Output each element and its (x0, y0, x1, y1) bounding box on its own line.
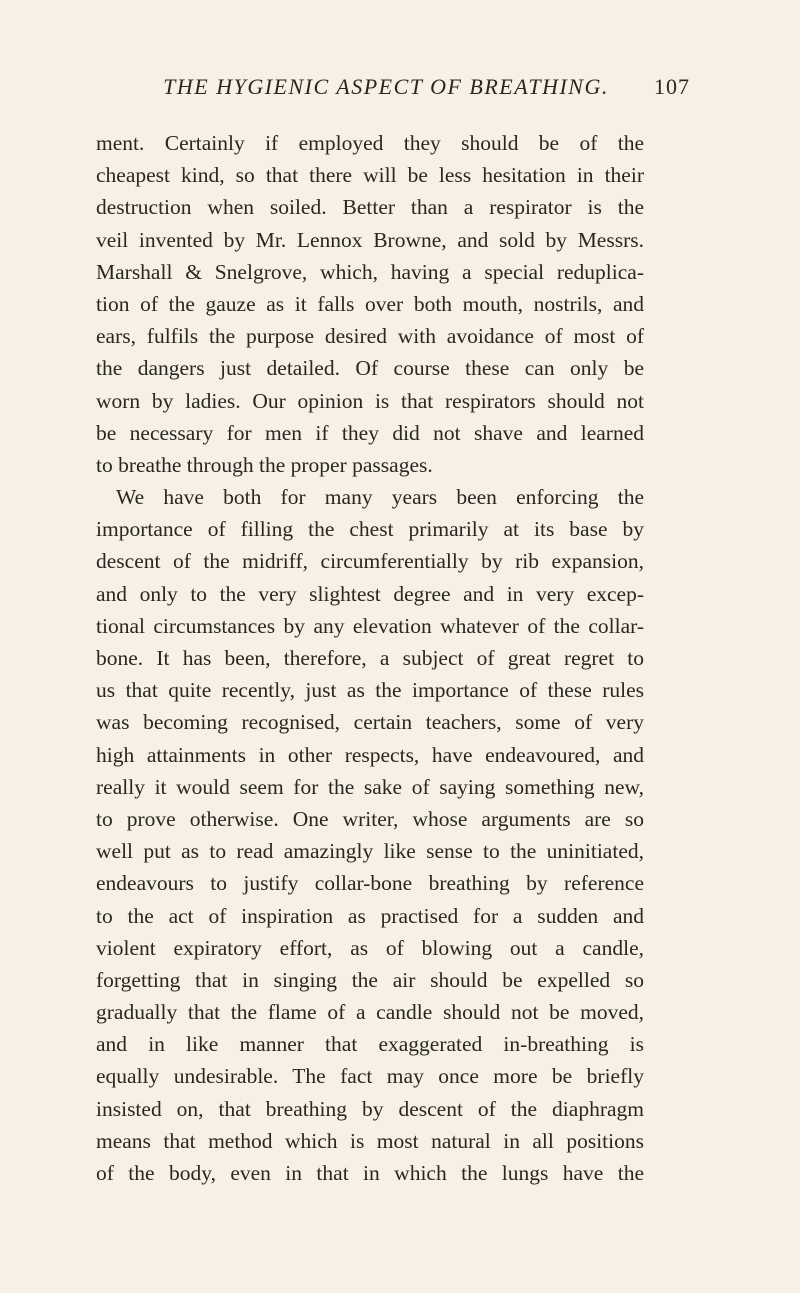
text-line: bone. It has been, therefore, a subject of great regret to (96, 646, 644, 670)
paragraph-last-line: to breathe through the proper passages. (96, 452, 433, 477)
text-line: tion of the gauze as it falls over both mouth, nostrils, and (96, 291, 644, 316)
text-line: high attainments in other respects, have endeavoured, and (96, 742, 644, 767)
text-line: equally undesirable. The fact may once more be briefly (96, 1064, 644, 1089)
text-line: really it would seem for the sake of saying something new, (96, 774, 644, 799)
text-line: and only to the very slightest degree and in very excep- (96, 581, 644, 606)
text-line: destruction when soiled. Better than a respirator is the (96, 195, 644, 220)
text-line: and in like manner that exaggerated in-breathing is (96, 1032, 644, 1057)
text-line: violent expiratory effort, as of blowing out a candle, (96, 935, 644, 960)
text-line: endeavours to justify collar-bone breathing by reference (96, 871, 644, 896)
running-head (96, 72, 690, 108)
text-line: descent of the midriff, circumferentially by rib expansion, (96, 549, 644, 574)
text-line: to the act of inspiration as practised for a sudden and (96, 903, 644, 928)
running-title: THE HYGIENIC ASPECT OF BREATHING. (163, 74, 609, 99)
text-line: importance of filling the chest primarily at its base by (96, 517, 644, 542)
text-line: was becoming recognised, certain teachers, some of very (96, 710, 644, 735)
text-line: forgetting that in singing the air should be expelled so (96, 967, 644, 992)
text-line: insisted on, that breathing by descent of the diaphragm (96, 1096, 644, 1121)
text-line: of the body, even in that in which the lungs have the (96, 1161, 644, 1185)
text-line: to prove otherwise. One writer, whose arguments are so (96, 806, 644, 831)
text-line: be necessary for men if they did not shave and learned (96, 420, 644, 445)
text-line: gradually that the flame of a candle should not be moved, (96, 1000, 644, 1025)
text-line: well put as to read amazingly like sense to the uninitiated, (96, 839, 644, 864)
paragraph-first-line: We have both for many years been enforcing the (116, 485, 644, 510)
text-line: tional circumstances by any elevation whatever of the collar- (96, 613, 644, 638)
text-line: the dangers just detailed. Of course these can only be (96, 356, 644, 381)
text-line: ears, fulfils the purpose desired with avoidance of most of (96, 324, 644, 349)
text-line: veil invented by Mr. Lennox Browne, and sold by Messrs. (96, 227, 644, 252)
text-line: Marshall & Snelgrove, which, having a special reduplica- (96, 259, 644, 284)
text-line: worn by ladies. Our opinion is that respirators should not (96, 388, 644, 413)
text-line: ment. Certainly if employed they should be of the (96, 131, 644, 155)
text-line: means that method which is most natural in all positions (96, 1128, 644, 1153)
body-text (96, 127, 644, 1189)
text-line: us that quite recently, just as the importance of these rules (96, 678, 644, 703)
page-number: 107 (654, 74, 690, 99)
text-line: cheapest kind, so that there will be less hesitation in their (96, 163, 644, 188)
